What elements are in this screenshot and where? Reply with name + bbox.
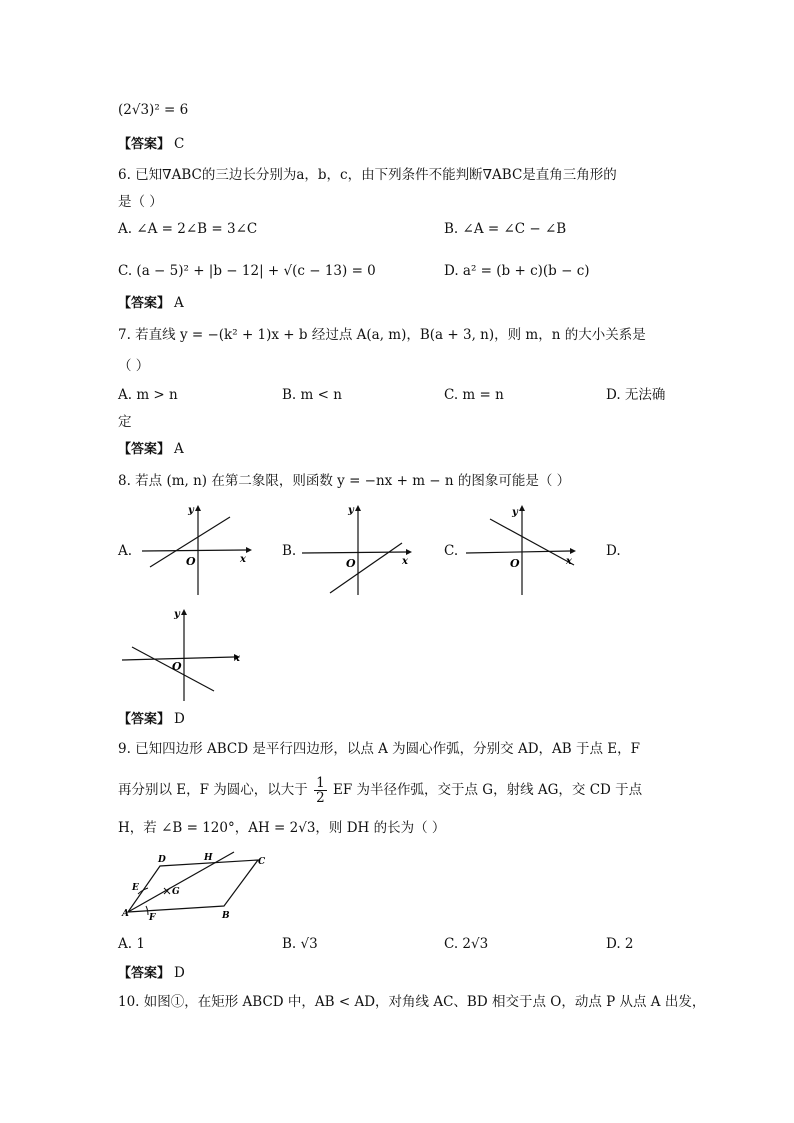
- answer-value: A: [174, 295, 184, 311]
- answer-q6: [118, 293, 184, 314]
- q9-option-c: C. 2√3: [444, 936, 489, 952]
- label-b: B: [222, 911, 230, 921]
- q6-option-b: B. ∠A = ∠C − ∠B: [444, 221, 567, 237]
- fraction-denominator: 2: [316, 790, 325, 806]
- answer-label: 【答案】: [118, 442, 171, 457]
- answer-value: A: [174, 441, 184, 457]
- q6-stem-line2: 是（ ）: [118, 194, 163, 210]
- q9-option-d: D. 2: [606, 936, 634, 952]
- q7-option-d-continued: 定: [118, 414, 132, 430]
- q6-stem-line1: 6. 已知∇ABC的三边长分别为a，b，c，由下列条件不能判断∇ABC是直角三角形的: [118, 167, 617, 183]
- y-axis-arrow: [519, 505, 525, 511]
- q8-option-c-label: C.: [444, 543, 459, 559]
- answer-label: 【答案】: [118, 137, 171, 152]
- q8-option-a-label: A.: [118, 543, 133, 559]
- origin-label: O: [510, 557, 520, 570]
- label-g: G: [172, 887, 180, 897]
- y-label: y: [348, 505, 354, 516]
- q6-option-c: C. (a − 5)² + |b − 12| + √(c − 13) = 0: [118, 263, 376, 279]
- origin-label: O: [346, 557, 356, 570]
- fraction-one-half: [314, 776, 327, 805]
- x-axis: [302, 552, 406, 553]
- label-d: D: [158, 855, 166, 865]
- q9-parallelogram-figure: [118, 850, 278, 922]
- q9-option-b: B. √3: [282, 936, 318, 952]
- answer-label: 【答案】: [118, 296, 171, 311]
- top-formula: (2√3)² = 6: [118, 102, 189, 118]
- y-label: y: [174, 609, 180, 620]
- q6-option-d: D. a² = (b + c)(b − c): [444, 263, 590, 279]
- q7-option-a: A. m > n: [118, 387, 178, 403]
- x-label: x: [234, 653, 240, 664]
- q7-option-d: D. 无法确: [606, 387, 666, 403]
- x-axis-arrow: [246, 547, 252, 553]
- answer-value: D: [174, 711, 185, 727]
- answer-value: C: [174, 136, 185, 152]
- parallelogram-abcd: [128, 860, 258, 912]
- q7-stem-line2: （ ）: [118, 358, 150, 374]
- y-axis-arrow: [355, 505, 361, 511]
- q6-option-a: A. ∠A = 2∠B = 3∠C: [118, 221, 258, 237]
- y-axis-arrow: [181, 609, 187, 615]
- x-axis: [142, 550, 246, 551]
- q8-option-b-label: B.: [282, 543, 297, 559]
- label-h: H: [204, 853, 213, 863]
- q8-graph-c: [462, 503, 582, 598]
- q8-stem: 8. 若点 (m, n) 在第二象限，则函数 y = −nx + m − n 的图象可能是（ ）: [118, 473, 571, 489]
- y-label: y: [188, 505, 194, 516]
- q9-stem-line2: [118, 776, 642, 805]
- q8-graph-d: [118, 603, 248, 703]
- x-label: x: [566, 556, 572, 567]
- x-axis-arrow: [570, 548, 576, 554]
- answer-value: D: [174, 965, 185, 981]
- q7-stem-line1: 7. 若直线 y = −(k² + 1)x + b 经过点 A(a, m)，B(a + 3, n)，则 m，n 的大小关系是: [118, 327, 646, 343]
- q7-option-b: B. m < n: [282, 387, 342, 403]
- answer-q7: [118, 439, 184, 460]
- q8-graph-a: [138, 503, 258, 598]
- fraction-numerator: 1: [316, 775, 325, 791]
- origin-label: O: [172, 660, 182, 673]
- q8-option-d-label: D.: [606, 543, 621, 559]
- x-label: x: [402, 556, 408, 567]
- x-label: x: [240, 554, 246, 565]
- answer-q8: [118, 709, 185, 730]
- q9-option-a: A. 1: [118, 936, 145, 952]
- label-c: C: [258, 857, 266, 867]
- function-line: [330, 543, 402, 593]
- answer-label: 【答案】: [118, 966, 171, 981]
- ray-ag: [128, 852, 234, 912]
- q9-stem-line1: 9. 已知四边形 ABCD 是平行四边形，以点 A 为圆心作弧，分别交 AD，AB 于点 E，F: [118, 741, 640, 757]
- label-f: F: [149, 913, 156, 922]
- answer-q5: [118, 134, 184, 155]
- y-label: y: [512, 507, 518, 518]
- function-line: [490, 519, 574, 565]
- label-e: E: [132, 883, 139, 893]
- x-axis-arrow: [406, 549, 412, 555]
- y-axis-arrow: [195, 505, 201, 511]
- q9-line2-part1: 再分别以 E，F 为圆心，以大于: [118, 782, 308, 798]
- label-a: A: [122, 909, 129, 919]
- origin-label: O: [186, 555, 196, 568]
- q9-line2-part2: EF 为半径作弧，交于点 G，射线 AG，交 CD 于点: [333, 782, 643, 798]
- answer-label: 【答案】: [118, 712, 171, 727]
- q8-graph-b: [298, 503, 418, 598]
- x-axis: [466, 551, 570, 553]
- answer-q9: [118, 963, 185, 984]
- q9-stem-line3: H，若 ∠B = 120°，AH = 2√3，则 DH 的长为（ ）: [118, 820, 446, 836]
- q7-option-c: C. m = n: [444, 387, 504, 403]
- q10-stem-line1: 10. 如图①，在矩形 ABCD 中，AB < AD，对角线 AC、BD 相交于点 O，动点 P 从点 A 出发，: [118, 994, 706, 1010]
